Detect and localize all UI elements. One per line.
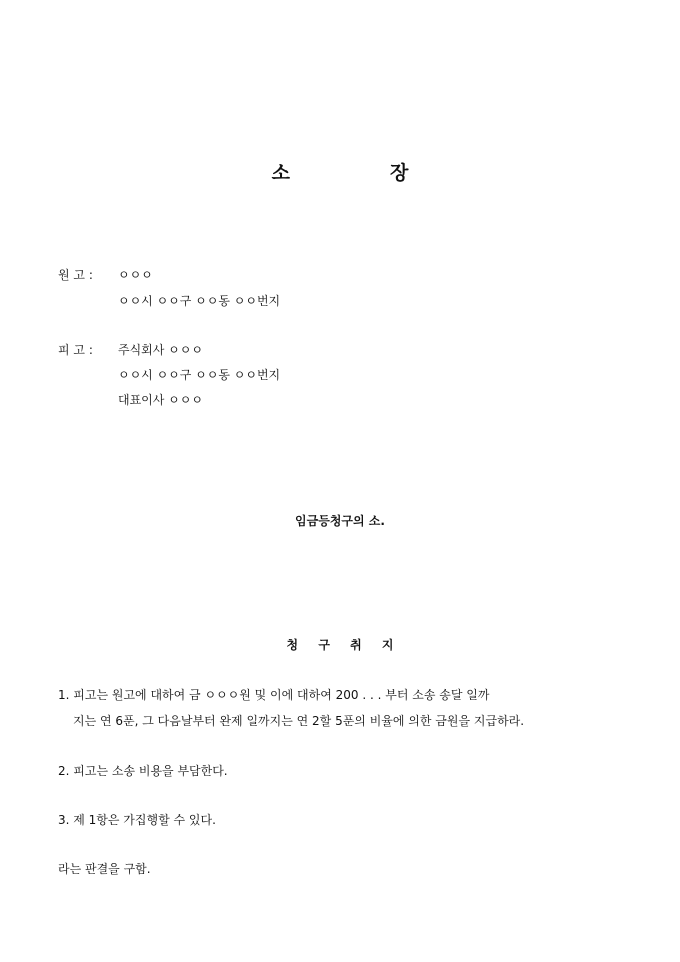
claim-item-2: 2. 피고는 소송 비용을 부담한다.	[58, 764, 228, 778]
document-title	[0, 158, 680, 185]
claim-item-1-line-2: 지는 연 6푼, 그 다음날부터 완제 일까지는 연 2할 5푼의 비율에 의한 금원을 지급하라.	[73, 714, 525, 728]
title-char-1: 소	[271, 162, 290, 184]
plaintiff-name: ㅇㅇㅇ	[118, 268, 153, 282]
plaintiff-address: ㅇㅇ시 ㅇㅇ구 ㅇㅇ동 ㅇㅇ번지	[118, 294, 281, 308]
defendant-label: 피 고 :	[58, 343, 93, 357]
defendant-address: ㅇㅇ시 ㅇㅇ구 ㅇㅇ동 ㅇㅇ번지	[118, 368, 281, 382]
defendant-representative: 대표이사 ㅇㅇㅇ	[118, 393, 203, 407]
defendant-name: 주식회사 ㅇㅇㅇ	[118, 343, 203, 357]
claim-section-title: 청 구 취 지	[286, 638, 394, 652]
title-char-2: 장	[390, 162, 409, 184]
claim-item-1-line-1: 1. 피고는 원고에 대하여 금 ㅇㅇㅇ원 및 이에 대하여 200 . . . 부터 소송 송달 일까	[58, 688, 490, 702]
claim-closing: 라는 판결을 구함.	[58, 862, 151, 876]
plaintiff-label: 원 고 :	[58, 268, 93, 282]
case-name: 임금등청구의 소.	[295, 514, 385, 528]
claim-item-3: 3. 제 1항은 가집행할 수 있다.	[58, 813, 216, 827]
